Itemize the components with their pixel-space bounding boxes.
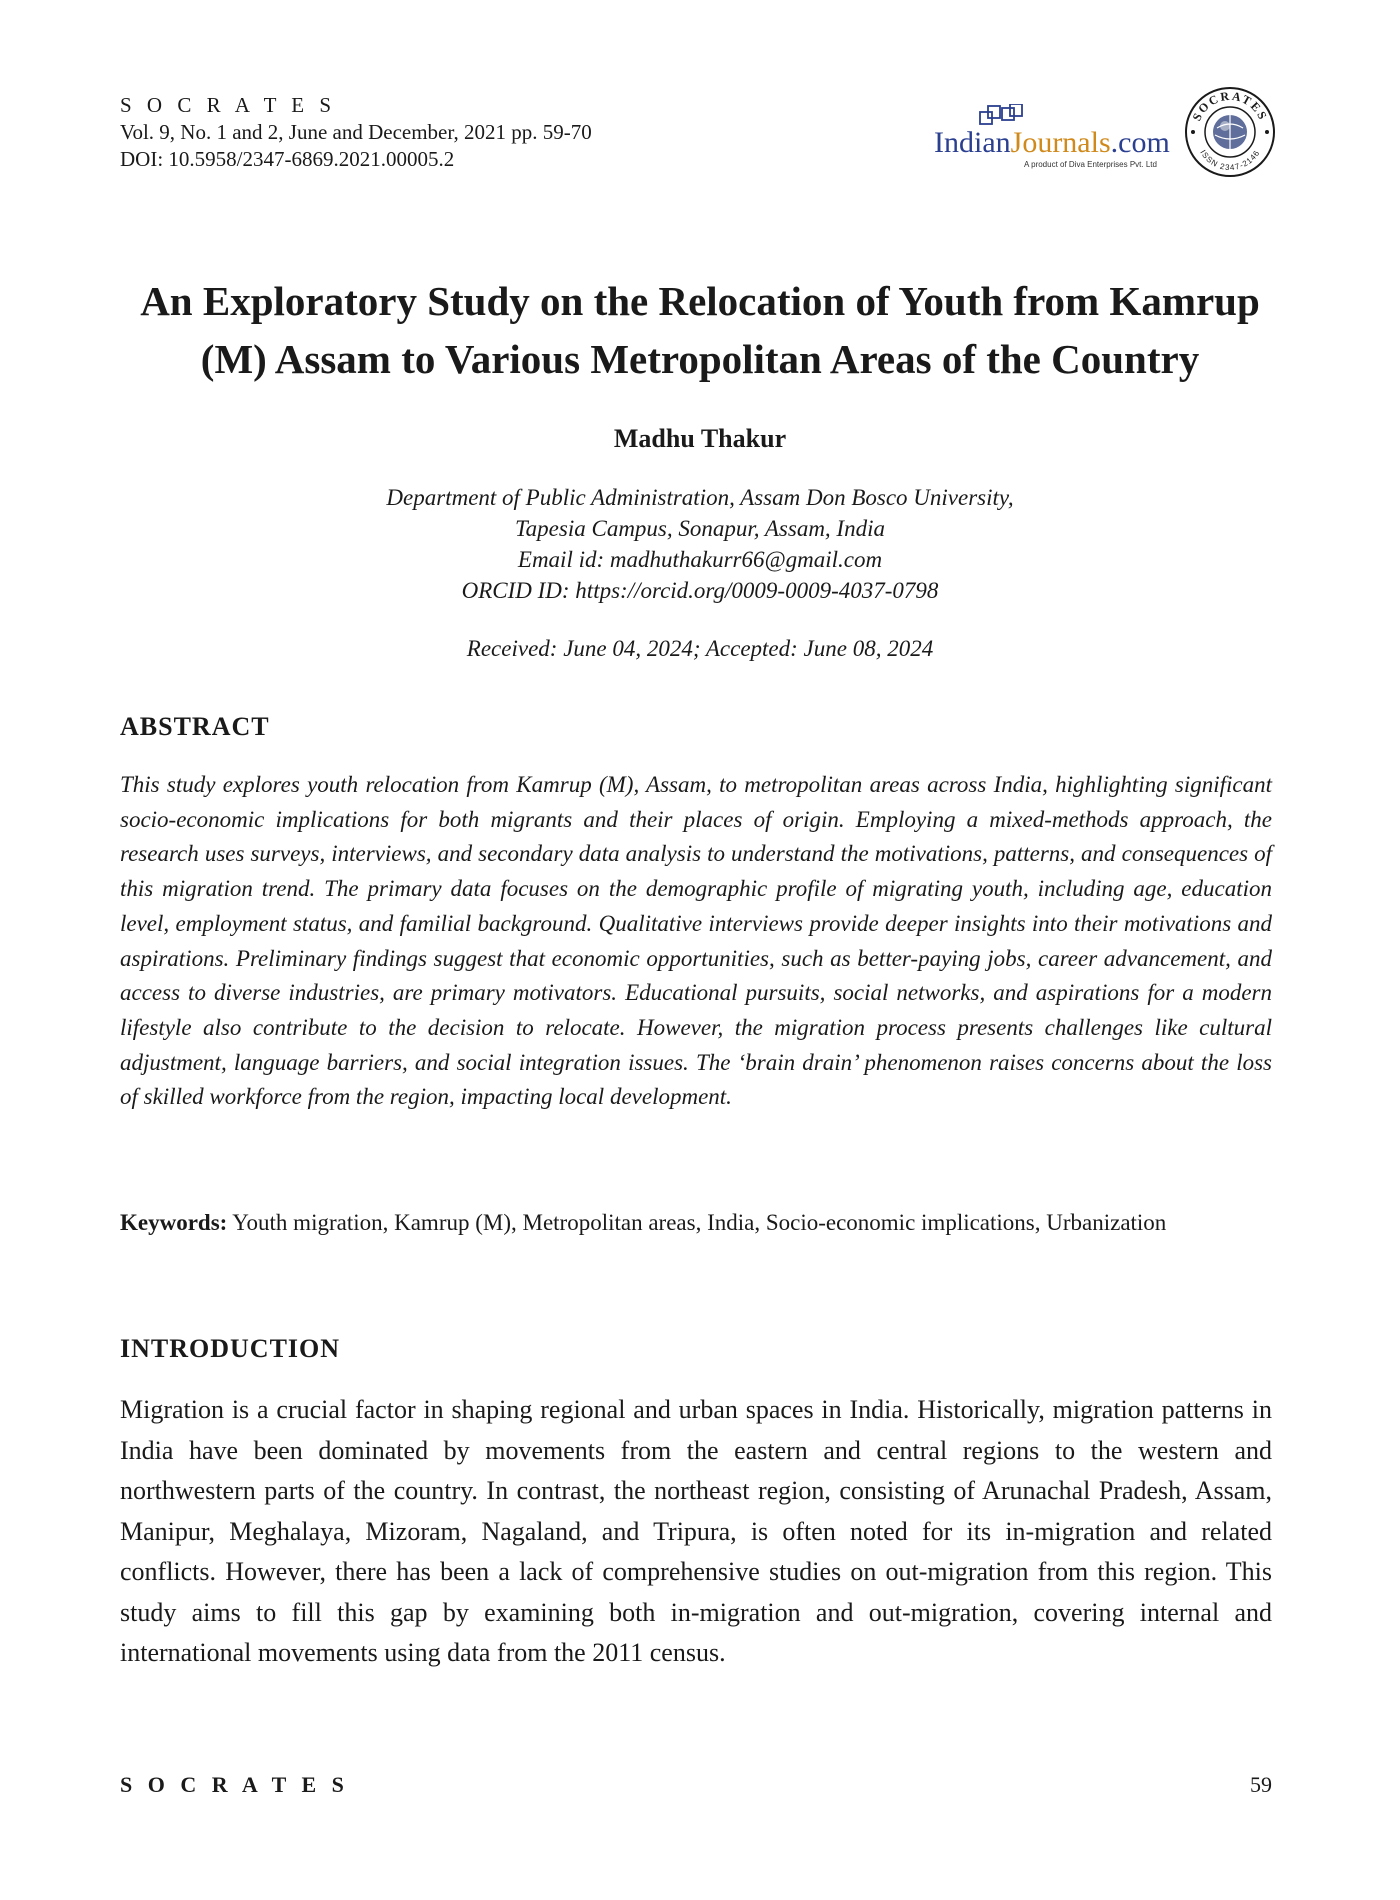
- svg-text:ISSN 2347-2146: ISSN 2347-2146: [1198, 148, 1262, 173]
- keywords: [120, 1204, 1272, 1242]
- indianjournals-logo: [934, 104, 1174, 169]
- socrates-seal-logo: [1184, 86, 1276, 178]
- doi: DOI: 10.5958/2347-6869.2021.00005.2: [120, 147, 455, 171]
- footer-journal-name: S O C R A T E S: [120, 1772, 349, 1797]
- abstract-heading: ABSTRACT: [120, 712, 270, 741]
- affiliation-department: Department of Public Administration, Assam Don Bosco University,: [386, 485, 1014, 510]
- article-title: An Exploratory Study on the Relocation of Youth from Kamrup (M) Assam to Various Metropolitan Areas of the Country: [140, 278, 1260, 382]
- author-affiliation: [0, 482, 1400, 606]
- page-number: 59: [1250, 1772, 1272, 1797]
- received-accepted-dates: Received: June 04, 2024; Accepted: June 08, 2024: [466, 636, 934, 661]
- keywords-text: Youth migration, Kamrup (M), Metropolitan areas, India, Socio-economic implications, Urbanization: [232, 1210, 1167, 1235]
- author-email: Email id: madhuthakurr66@gmail.com: [517, 547, 883, 572]
- journal-header: [120, 92, 592, 173]
- author-name: Madhu Thakur: [613, 424, 787, 453]
- svg-text:SOCRATES: SOCRATES: [1189, 88, 1271, 124]
- abstract-text: This study explores youth relocation from Kamrup (M), Assam, to metropolitan areas across India, highlighting significant socio-economic implications for both migrants and their places of origin. Employing a mixed-methods approach, the research uses surveys, interviews, and secondary data analysis to understand the motivations, patterns, and consequences of this migration trend. The primary data focuses on the demographic profile of migrating youth, including age, education level, employment status, and familial background. Qualitative interviews provide deeper insights into their motivations and aspirations. Preliminary findings suggest that economic opportunities, such as better-paying jobs, career advancement, and access to diverse industries, are primary motivators. Educational pursuits, social networks, and aspirations for a modern lifestyle also contribute to the decision to relocate. However, the migration process presents challenges like cultural adjustment, language barriers, and social integration issues. The ‘brain drain’ phenomenon raises concerns about the loss of skilled workforce from the region, impacting local development.: [120, 772, 1272, 1110]
- overlapping-squares-icon: [978, 104, 1026, 128]
- keywords-label: Keywords:: [120, 1210, 228, 1235]
- introduction-text: Migration is a crucial factor in shaping regional and urban spaces in India. Historically, migration patterns in India have been dominated by movements from the eastern and central regions to the western and northwestern parts of the country. In contrast, the northeast region, consisting of Arunachal Pradesh, Assam, Manipur, Meghalaya, Mizoram, Nagaland, and Tripura, is often noted for its in-migration and related conflicts. However, there has been a lack of comprehensive studies on out-migration from this region. This study aims to fill this gap by examining both in-migration and out-migration, covering internal and international movements using data from the 2011 census.: [120, 1395, 1272, 1667]
- logo-wordmark: IndianJournals.com: [934, 126, 1170, 159]
- volume-info: Vol. 9, No. 1 and 2, June and December, 2021 pp. 59-70: [120, 120, 592, 144]
- affiliation-campus: Tapesia Campus, Sonapur, Assam, India: [515, 516, 885, 541]
- introduction-heading: INTRODUCTION: [120, 1334, 341, 1363]
- logo-tagline: A product of Diva Enterprises Pvt. Ltd: [1024, 160, 1157, 169]
- author-orcid: ORCID ID: https://orcid.org/0009-0009-4037-0798: [461, 578, 939, 603]
- journal-name: S O C R A T E S: [120, 93, 337, 117]
